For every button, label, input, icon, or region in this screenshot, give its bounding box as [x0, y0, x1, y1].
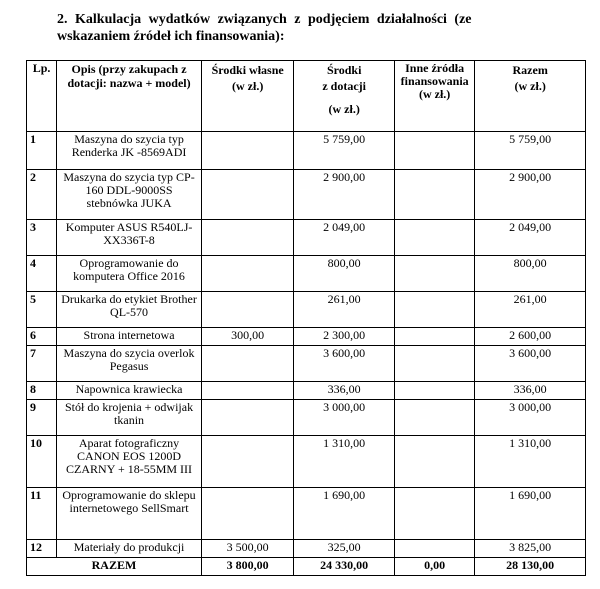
table-row	[27, 400, 586, 436]
row-grant-funds: 800,00	[294, 256, 395, 292]
row-other-sources	[394, 400, 474, 436]
row-other-sources	[394, 540, 474, 558]
table-row	[27, 220, 586, 256]
row-description: Materiały do produkcji	[57, 540, 202, 558]
header-total	[475, 61, 586, 132]
total-other-sources: 0,00	[394, 558, 474, 576]
header-own-funds	[201, 61, 293, 132]
row-own-funds	[201, 488, 293, 540]
row-own-funds: 300,00	[201, 328, 293, 346]
section-heading	[57, 11, 577, 45]
row-total: 2 049,00	[475, 220, 586, 256]
row-lp: 7	[27, 346, 57, 382]
row-own-funds	[201, 256, 293, 292]
row-description: Strona internetowa	[57, 328, 202, 346]
row-own-funds	[201, 382, 293, 400]
row-lp: 5	[27, 292, 57, 328]
row-description: Maszyna do szycia overlok Pegasus	[57, 346, 202, 382]
row-other-sources	[394, 488, 474, 540]
row-total: 1 690,00	[475, 488, 586, 540]
row-grant-funds: 261,00	[294, 292, 395, 328]
header-grant-funds-subtitle: z dotacji	[322, 79, 366, 93]
row-other-sources	[394, 220, 474, 256]
row-lp: 12	[27, 540, 57, 558]
row-lp: 3	[27, 220, 57, 256]
row-own-funds	[201, 220, 293, 256]
row-own-funds	[201, 170, 293, 220]
table-header-row	[27, 61, 586, 132]
row-own-funds	[201, 346, 293, 382]
row-other-sources	[394, 256, 474, 292]
row-lp: 1	[27, 132, 57, 170]
header-lp: Lp.	[27, 61, 57, 132]
row-grant-funds: 325,00	[294, 540, 395, 558]
total-grant-funds: 24 330,00	[294, 558, 395, 576]
row-grant-funds: 3 600,00	[294, 346, 395, 382]
row-description: Oprogramowanie do sklepu internetowego SellSmart	[57, 488, 202, 540]
row-lp: 11	[27, 488, 57, 540]
row-grant-funds: 2 300,00	[294, 328, 395, 346]
row-other-sources	[394, 382, 474, 400]
row-total: 1 310,00	[475, 436, 586, 488]
table-row	[27, 328, 586, 346]
table-row	[27, 346, 586, 382]
row-lp: 2	[27, 170, 57, 220]
header-grant-funds	[294, 61, 395, 132]
row-lp: 6	[27, 328, 57, 346]
header-grant-funds-unit: (w zł.)	[328, 102, 360, 116]
header-other-sources	[394, 61, 474, 132]
row-total: 800,00	[475, 256, 586, 292]
table-row	[27, 132, 586, 170]
header-total-unit: (w zł.)	[514, 79, 546, 93]
section-heading-line-1: 2. Kalkulacja wydatków związanych z podjęciem działalności (ze	[57, 12, 472, 27]
row-lp: 10	[27, 436, 57, 488]
row-total: 3 000,00	[475, 400, 586, 436]
total-sum: 28 130,00	[475, 558, 586, 576]
header-grant-funds-title: Środki	[326, 63, 362, 77]
section-heading-line-2: wskazaniem źródeł ich finansowania):	[57, 29, 285, 44]
row-other-sources	[394, 292, 474, 328]
header-own-funds-unit: (w zł.)	[232, 79, 264, 93]
total-own-funds: 3 800,00	[201, 558, 293, 576]
row-description: Stół do krojenia + odwijak tkanin	[57, 400, 202, 436]
table-row	[27, 488, 586, 540]
row-own-funds: 3 500,00	[201, 540, 293, 558]
row-description: Napownica krawiecka	[57, 382, 202, 400]
row-total: 3 825,00	[475, 540, 586, 558]
row-other-sources	[394, 170, 474, 220]
header-other-sources-title: Inne źródła	[405, 61, 465, 75]
row-other-sources	[394, 132, 474, 170]
header-total-title: Razem	[512, 63, 548, 77]
table-row	[27, 382, 586, 400]
row-grant-funds: 1 690,00	[294, 488, 395, 540]
row-total: 5 759,00	[475, 132, 586, 170]
row-lp: 8	[27, 382, 57, 400]
row-grant-funds: 3 000,00	[294, 400, 395, 436]
table-total-row	[27, 558, 586, 576]
row-own-funds	[201, 400, 293, 436]
header-other-sources-subtitle: finansowania	[400, 74, 469, 88]
row-own-funds	[201, 292, 293, 328]
row-grant-funds: 1 310,00	[294, 436, 395, 488]
row-total: 261,00	[475, 292, 586, 328]
row-own-funds	[201, 132, 293, 170]
row-grant-funds: 2 900,00	[294, 170, 395, 220]
expense-calculation-table	[26, 60, 586, 576]
row-description: Drukarka do etykiet Brother QL-570	[57, 292, 202, 328]
header-other-sources-unit: (w zł.)	[418, 87, 451, 101]
row-description: Maszyna do szycia typ CP-160 DDL-9000SS stebnówka JUKA	[57, 170, 202, 220]
row-lp: 4	[27, 256, 57, 292]
row-lp: 9	[27, 400, 57, 436]
header-description: Opis (przy zakupach z dotacji: nazwa + model)	[57, 61, 202, 132]
row-other-sources	[394, 346, 474, 382]
row-own-funds	[201, 436, 293, 488]
table-row	[27, 292, 586, 328]
row-other-sources	[394, 328, 474, 346]
row-description: Aparat fotograficzny CANON EOS 1200D CZARNY + 18-55MM III	[57, 436, 202, 488]
table-row	[27, 256, 586, 292]
total-label: RAZEM	[27, 558, 202, 576]
row-grant-funds: 5 759,00	[294, 132, 395, 170]
row-description: Oprogramowanie do komputera Office 2016	[57, 256, 202, 292]
header-own-funds-title: Środki własne	[211, 63, 284, 77]
row-total: 2 900,00	[475, 170, 586, 220]
table-row	[27, 436, 586, 488]
table-row	[27, 540, 586, 558]
row-total: 336,00	[475, 382, 586, 400]
row-description: Maszyna do szycia typ Renderka JK -8569ADI	[57, 132, 202, 170]
row-other-sources	[394, 436, 474, 488]
row-grant-funds: 2 049,00	[294, 220, 395, 256]
row-description: Komputer ASUS R540LJ-XX336T-8	[57, 220, 202, 256]
row-total: 2 600,00	[475, 328, 586, 346]
row-grant-funds: 336,00	[294, 382, 395, 400]
row-total: 3 600,00	[475, 346, 586, 382]
table-row	[27, 170, 586, 220]
